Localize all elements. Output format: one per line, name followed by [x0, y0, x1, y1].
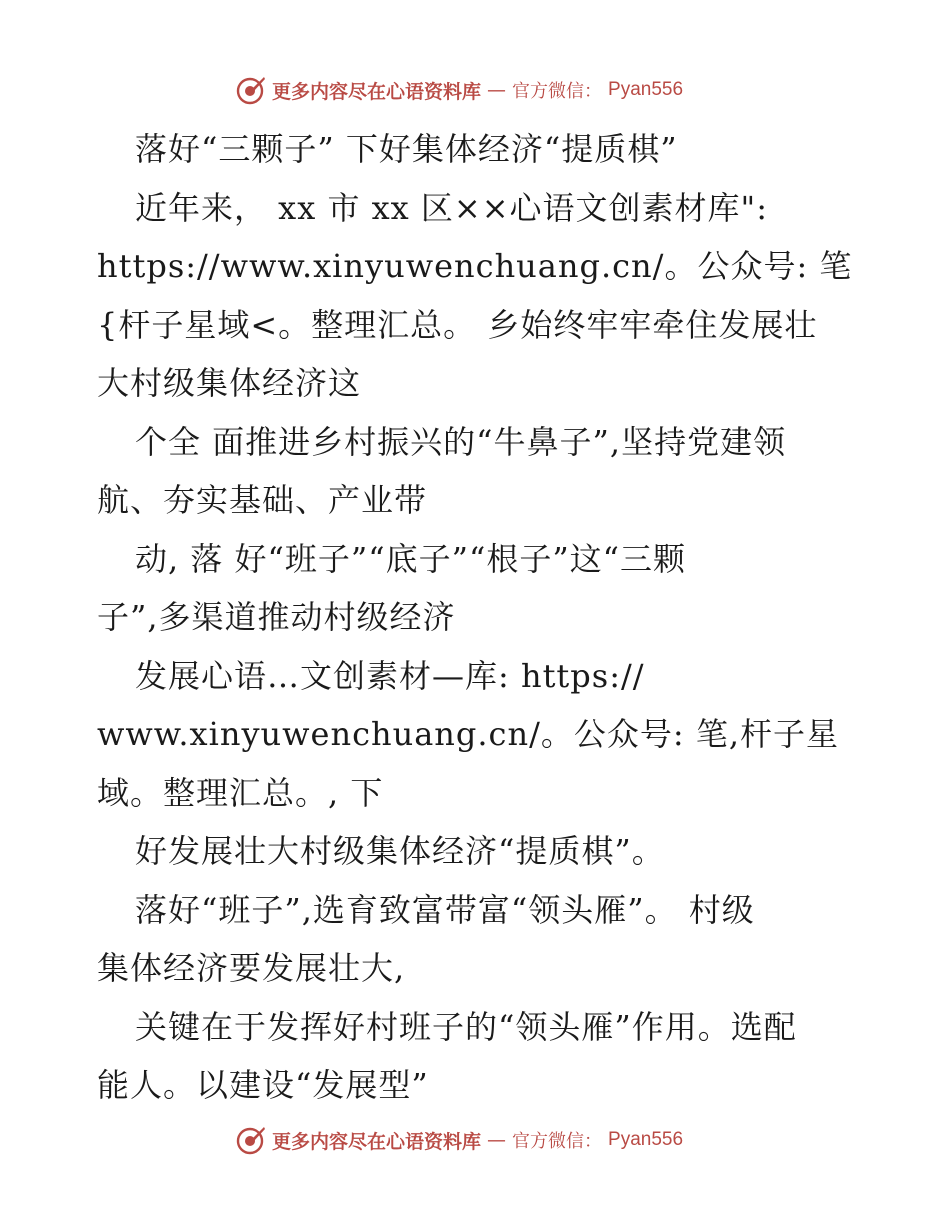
body-line: 集体经济要发展壮大, [97, 949, 406, 987]
body-line: 域。整理汇总。, 下 [97, 773, 384, 812]
footer-banner-dash: — [487, 1129, 507, 1151]
body-line: 关键在于发挥好村班子的“领头雁”作用。选配 [135, 1007, 797, 1046]
footer-banner [236, 1123, 716, 1157]
header-banner [236, 73, 716, 107]
body-line: www.xinyuwenchuang.cn/。公众号: 笔,杆子星 [97, 715, 839, 753]
footer-banner-title: 更多内容尽在心语资料库 [272, 1130, 482, 1153]
body-line: 航、夯实基础、产业带 [97, 481, 428, 519]
header-banner-wechat-id: Pyan556 [608, 79, 684, 100]
body-line: 落好“三颗子” 下好集体经济“提质棋” [135, 130, 678, 168]
body-line: https://www.xinyuwenchuang.cn/。公众号: 笔 [97, 247, 853, 285]
body-line: {杆子星域<。整理汇总。 乡始终牢牢牵住发展壮 [97, 305, 818, 344]
header-banner-dash: — [487, 79, 507, 101]
body-line: 子”,多渠道推动村级经济 [97, 598, 456, 636]
pen-logo-icon [236, 75, 266, 105]
document-body [97, 120, 867, 1115]
body-line: 发展心语…文创素材—库: https:// [135, 656, 645, 695]
header-banner-title: 更多内容尽在心语资料库 [272, 80, 482, 103]
body-line: 能人。以建设“发展型” [97, 1066, 429, 1104]
pen-logo-icon [236, 1125, 266, 1155]
footer-banner-wechat-label: 官方微信： [512, 1131, 603, 1152]
body-line: 近年来， xx 市 xx 区××心语文创素材库": [135, 188, 769, 227]
body-line: 大村级集体经济这 [97, 364, 362, 402]
body-line: 落好“班子”,选育致富带富“领头雁”。 村级 [135, 890, 755, 929]
body-line: 动, 落 好“班子”“底子”“根子”这“三颗 [135, 539, 687, 578]
header-banner-wechat-label: 官方微信： [512, 81, 603, 102]
body-line: 个全 面推进乡村振兴的“牛鼻子”,坚持党建领 [135, 422, 787, 461]
body-line: 好发展壮大村级集体经济“提质棋”。 [135, 832, 665, 870]
footer-banner-wechat-id: Pyan556 [608, 1129, 684, 1150]
